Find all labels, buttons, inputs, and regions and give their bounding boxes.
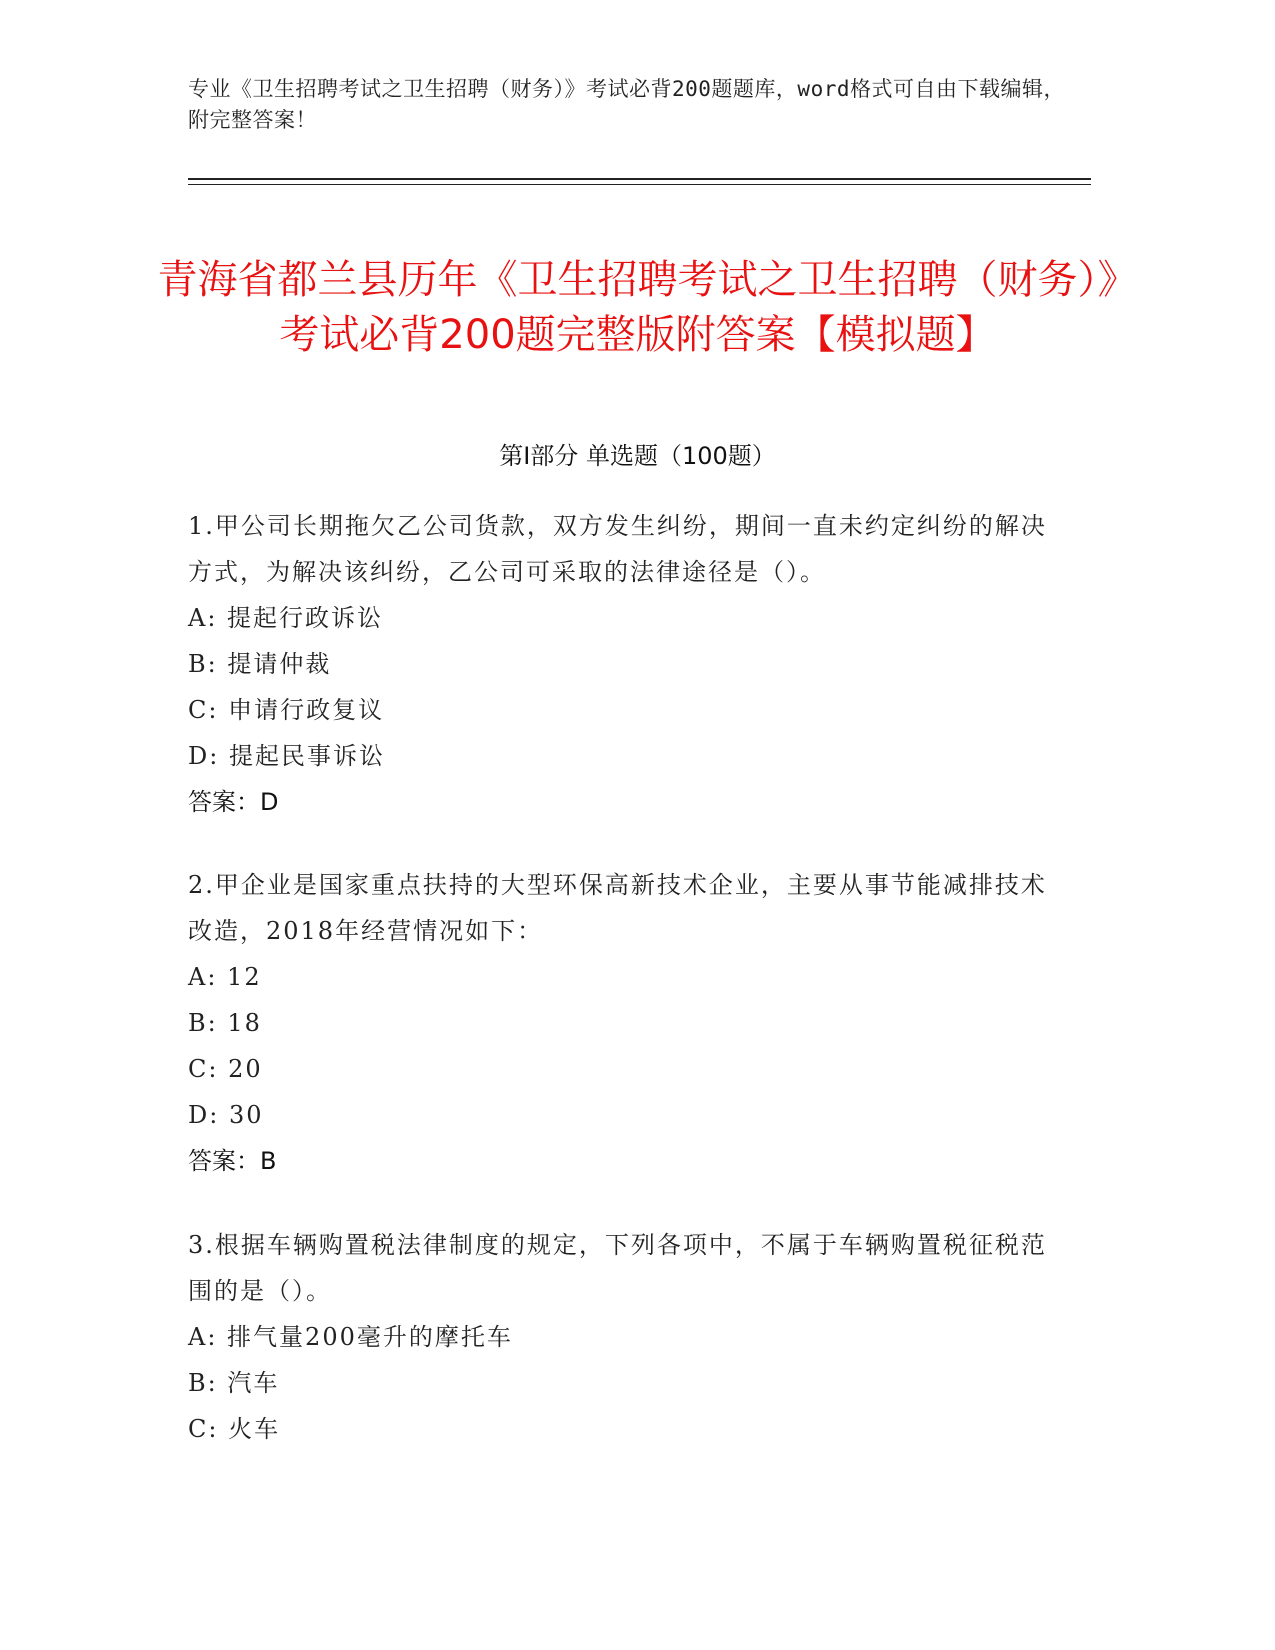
question-stem: 2.甲企业是国家重点扶持的大型环保高新技术企业，主要从事节能减排技术改造，2018年经营情况如下： (188, 871, 1047, 945)
option-d: D: 30 (188, 1101, 264, 1129)
option-a: A: 排气量200毫升的摩托车 (188, 1323, 513, 1351)
document-title: 青海省都兰县历年《卫生招聘考试之卫生招聘（财务）》考试必背200题完整版附答案【模拟题】 (157, 256, 1118, 358)
option-a: A: 12 (188, 963, 262, 991)
header-note: 专业《卫生招聘考试之卫生招聘（财务）》考试必背200题题库，word格式可自由下载编辑，附完整答案！ (188, 77, 1065, 132)
question-3 (188, 1222, 1068, 1452)
header-divider-thick (188, 178, 1091, 180)
question-2 (188, 862, 1068, 1184)
option-b: B: 提请仲裁 (188, 650, 332, 678)
option-c: C: 火车 (188, 1415, 281, 1443)
option-b: B: 18 (188, 1009, 262, 1037)
option-c: C: 20 (188, 1055, 263, 1083)
answer: 答案：D (188, 788, 279, 816)
header-divider-thin (188, 184, 1091, 185)
question-1 (188, 503, 1068, 825)
option-c: C: 申请行政复议 (188, 696, 385, 724)
question-stem: 1.甲公司长期拖欠乙公司货款，双方发生纠纷，期间一直未约定纠纷的解决方式，为解决该纠纷，乙公司可采取的法律途径是（）。 (188, 512, 1047, 586)
option-d: D: 提起民事诉讼 (188, 742, 385, 770)
option-b: B: 汽车 (188, 1369, 280, 1397)
answer: 答案：B (188, 1147, 277, 1175)
section-heading: 第I部分 单选题（100题） (499, 442, 776, 470)
option-a: A: 提起行政诉讼 (188, 604, 384, 632)
question-stem: 3.根据车辆购置税法律制度的规定，下列各项中，不属于车辆购置税征税范围的是（）。 (188, 1231, 1047, 1305)
